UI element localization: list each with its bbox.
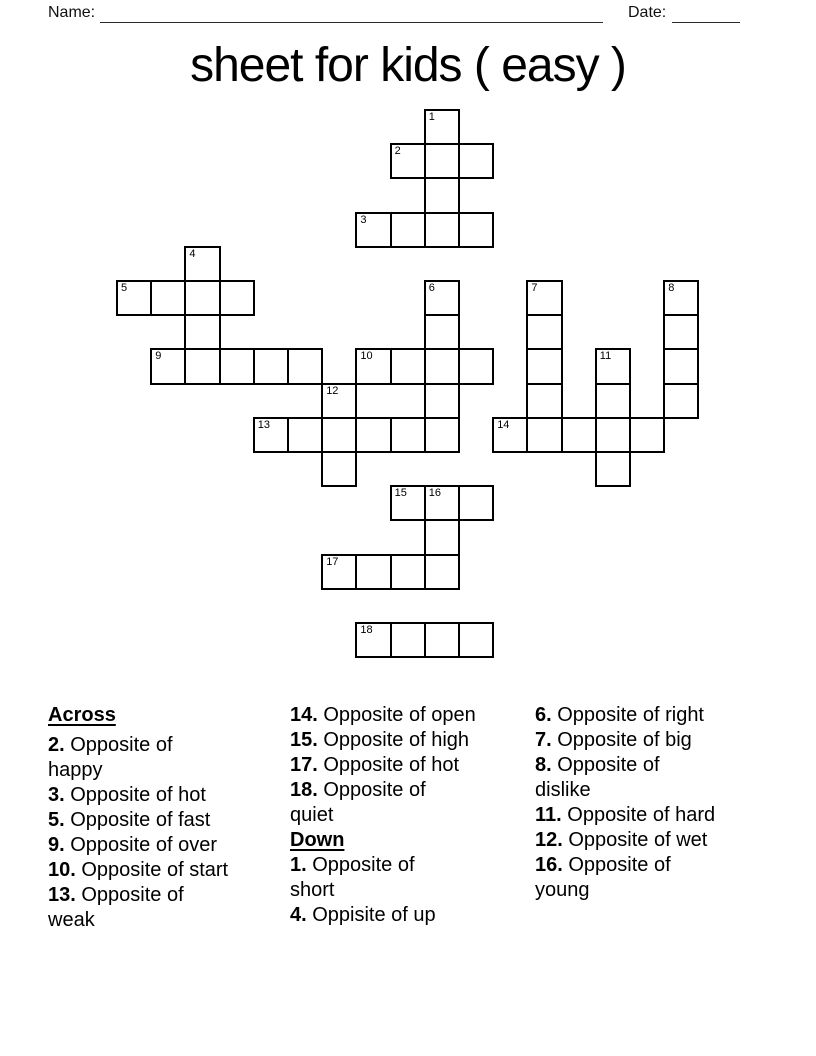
clue-column [535,703,715,903]
cell-number: 17 [326,555,339,568]
clue-text: Oppisite of up [306,904,436,926]
clue-item [290,903,476,928]
cell-number: 10 [360,350,373,363]
clue-number: 3. [48,784,65,806]
grid-cell[interactable] [424,417,460,453]
clue-text: Opposite of right [551,704,704,726]
grid-cell[interactable] [184,314,220,350]
cell-number: 13 [257,418,271,431]
grid-cell[interactable] [526,348,562,384]
clue-column [290,703,476,928]
clue-number: 5. [48,809,65,831]
clue-text: Opposite of hot [64,784,206,806]
grid-cell[interactable] [321,451,357,487]
grid-cell[interactable] [424,212,460,248]
grid-cell[interactable] [390,417,426,453]
grid-cell[interactable] [424,314,460,350]
grid-cell[interactable] [184,348,220,384]
cell-number: 7 [531,282,538,294]
clue-text: Opposite of open [317,704,476,726]
clue-item [290,853,476,903]
grid-cell[interactable] [355,212,391,248]
grid-cell[interactable] [355,554,391,590]
grid-cell[interactable] [458,212,494,248]
grid-cell[interactable] [526,314,562,350]
cell-number: 2 [394,145,401,158]
grid-cell[interactable] [595,348,631,384]
grid-cell[interactable] [321,383,357,419]
grid-cell[interactable] [184,246,220,282]
grid-cell[interactable] [595,451,631,487]
grid-cell[interactable] [424,177,460,213]
grid-cell[interactable] [390,485,426,521]
clue-item [290,703,476,728]
clue-text: Opposite of [306,854,415,876]
clue-number: 12. [535,829,563,851]
clue-number: 11. [535,804,562,826]
grid-cell[interactable] [424,485,460,521]
clue-text: young [535,879,590,901]
grid-cell[interactable] [390,143,426,179]
grid-cell[interactable] [424,143,460,179]
grid-cell[interactable] [458,348,494,384]
grid-cell[interactable] [116,280,152,316]
cell-number: 6 [428,282,435,294]
clue-item [48,858,228,883]
clue-text: Opposite of big [551,729,692,751]
grid-cell[interactable] [424,622,460,658]
grid-cell[interactable] [219,280,255,316]
clue-column [48,703,228,933]
grid-cell[interactable] [526,417,562,453]
cell-number: 5 [121,282,128,294]
grid-cell[interactable] [424,519,460,555]
grid-cell[interactable] [663,314,699,350]
clue-text: short [290,879,335,901]
grid-cell[interactable] [184,280,220,316]
clue-item [290,753,476,778]
cell-number: 18 [360,624,373,636]
clue-text: Opposite of [562,854,671,876]
clue-item [535,853,715,903]
down-heading: Down [290,829,345,851]
cell-number: 1 [428,111,435,123]
clue-text: dislike [535,779,591,801]
clue-number: 14. [290,704,318,726]
clue-item [535,728,715,753]
grid-cell[interactable] [321,417,357,453]
clue-number: 7. [535,729,552,751]
name-label: Name: [48,4,96,21]
cell-number: 15 [394,487,407,500]
clue-text: Opposite of [317,779,426,801]
clue-text: Opposite of [75,884,184,906]
grid-cell[interactable] [663,383,699,419]
clue-item [48,808,228,833]
grid-cell[interactable] [287,417,323,453]
clue-item [48,833,228,858]
grid-cell[interactable] [390,348,426,384]
clue-text: Opposite of start [75,859,229,881]
grid-cell[interactable] [663,348,699,384]
grid-cell[interactable] [424,280,460,316]
clue-item [290,778,476,828]
clue-item [48,883,228,933]
clue-number: 6. [535,704,552,726]
grid-cell[interactable] [492,417,528,453]
clue-number: 18. [290,779,318,801]
grid-cell[interactable] [458,143,494,179]
grid-cell[interactable] [150,348,186,384]
clue-item [535,828,715,853]
grid-cell[interactable] [424,383,460,419]
clue-text: Opposite of [64,734,173,756]
clue-text: happy [48,759,103,781]
grid-cell[interactable] [595,383,631,419]
grid-cell[interactable] [629,417,665,453]
clue-text: quiet [290,804,334,826]
clue-number: 4. [290,904,307,926]
grid-cell[interactable] [458,622,494,658]
grid-cell[interactable] [424,109,460,145]
grid-cell[interactable] [219,348,255,384]
cell-number: 4 [189,247,196,260]
cell-number: 3 [360,213,367,226]
clue-number: 17. [290,754,318,776]
grid-cell[interactable] [321,554,357,590]
clue-text: Opposite of hot [317,754,460,776]
clue-number: 10. [48,859,76,881]
clue-number: 2. [48,734,65,756]
page-title: sheet for kids ( easy ) [190,39,626,92]
cell-number: 14 [497,418,510,431]
cell-number: 11 [599,350,612,363]
clue-text: Opposite of hard [561,804,716,826]
grid-cell[interactable] [253,348,289,384]
clue-number: 16. [535,854,563,876]
clue-number: 9. [48,834,65,856]
clue-number: 15. [290,729,318,751]
cell-number: 12 [326,384,339,397]
clue-text: Opposite of fast [64,809,211,831]
clue-text: Opposite of [551,754,660,776]
grid-cell[interactable] [150,280,186,316]
grid-cell[interactable] [355,348,391,384]
clue-item [48,783,228,808]
cell-number: 16 [428,487,442,500]
clue-number: 1. [290,854,307,876]
grid-cell[interactable] [663,280,699,316]
clue-item [48,733,228,783]
grid-cell[interactable] [458,485,494,521]
grid-cell[interactable] [595,417,631,453]
grid-cell[interactable] [424,348,460,384]
clue-text: Opposite of high [317,729,470,751]
grid-cell[interactable] [526,280,562,316]
clue-number: 13. [48,884,76,906]
across-heading: Across [48,704,116,726]
grid-cell[interactable] [390,622,426,658]
grid-cell[interactable] [390,554,426,590]
date-label: Date: [628,4,667,21]
grid-cell[interactable] [355,622,391,658]
clue-text: weak [48,909,95,931]
clue-item [535,803,715,828]
grid-cell[interactable] [253,417,289,453]
clue-item [535,753,715,803]
grid-cell[interactable] [526,383,562,419]
grid-cell[interactable] [561,417,597,453]
grid-cell[interactable] [424,554,460,590]
grid-cell[interactable] [390,212,426,248]
grid-cell[interactable] [287,348,323,384]
clue-item [290,728,476,753]
cell-number: 8 [668,282,675,294]
cell-number: 9 [155,350,162,363]
clue-text: Opposite of wet [562,829,708,851]
grid-cell[interactable] [355,417,391,453]
clue-item [535,703,715,728]
clue-text: Opposite of over [64,834,217,856]
clue-number: 8. [535,754,552,776]
